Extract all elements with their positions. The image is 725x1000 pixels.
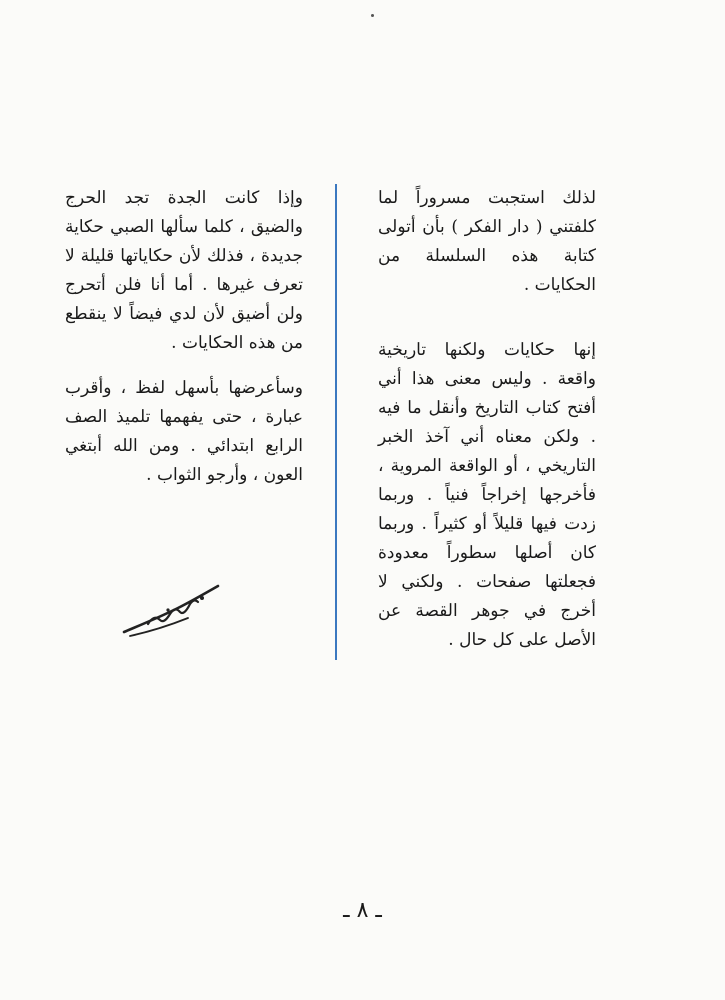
right-paragraph-2: إنها حكايات ولكنها تاريخية واقعة . وليس معنى هذا أني أفتح كتاب التاريخ وأنقل ما فيه . ولكن معناه أني آخذ الخبر التاريخي ، أو الواقعة المروية ، فأخرجها إخراجاً فنياً . وربما زدت فيها قليلاً أو كثيراً . وربما كان أصلها سطوراً معدودة فجعلتها صفحات . ولكني لا أخرج في جوهر القصة عن الأصل على كل حال . (378, 340, 596, 650)
page-number: ـ ٨ ـ (343, 898, 382, 923)
scan-dot (371, 14, 374, 17)
author-signature (118, 580, 228, 640)
right-paragraph-1: لذلك استجبت مسروراً لما كلفتني ( دار الفكر ) بأن أتولى كتابة هذه السلسلة من الحكايات . (378, 188, 596, 295)
column-divider (335, 184, 337, 660)
left-column (65, 184, 303, 490)
left-paragraph-1: وإذا كانت الجدة تجد الحرج والضيق ، كلما سألها الصبي حكاية جديدة ، فذلك لأن حكاياتها قليلة لا تعرف غيرها . أما أنا فلن أتحرج ولن أضيق لأن لدي فيضاً لا ينقطع من هذه الحكايات . (65, 188, 303, 353)
right-column (378, 184, 596, 655)
left-paragraph-2: وسأعرضها بأسهل لفظ ، وأقرب عبارة ، حتى يفهمها تلميذ الصف الرابع ابتدائي . ومن الله أبتغي العون ، وأرجو الثواب . (65, 378, 303, 485)
